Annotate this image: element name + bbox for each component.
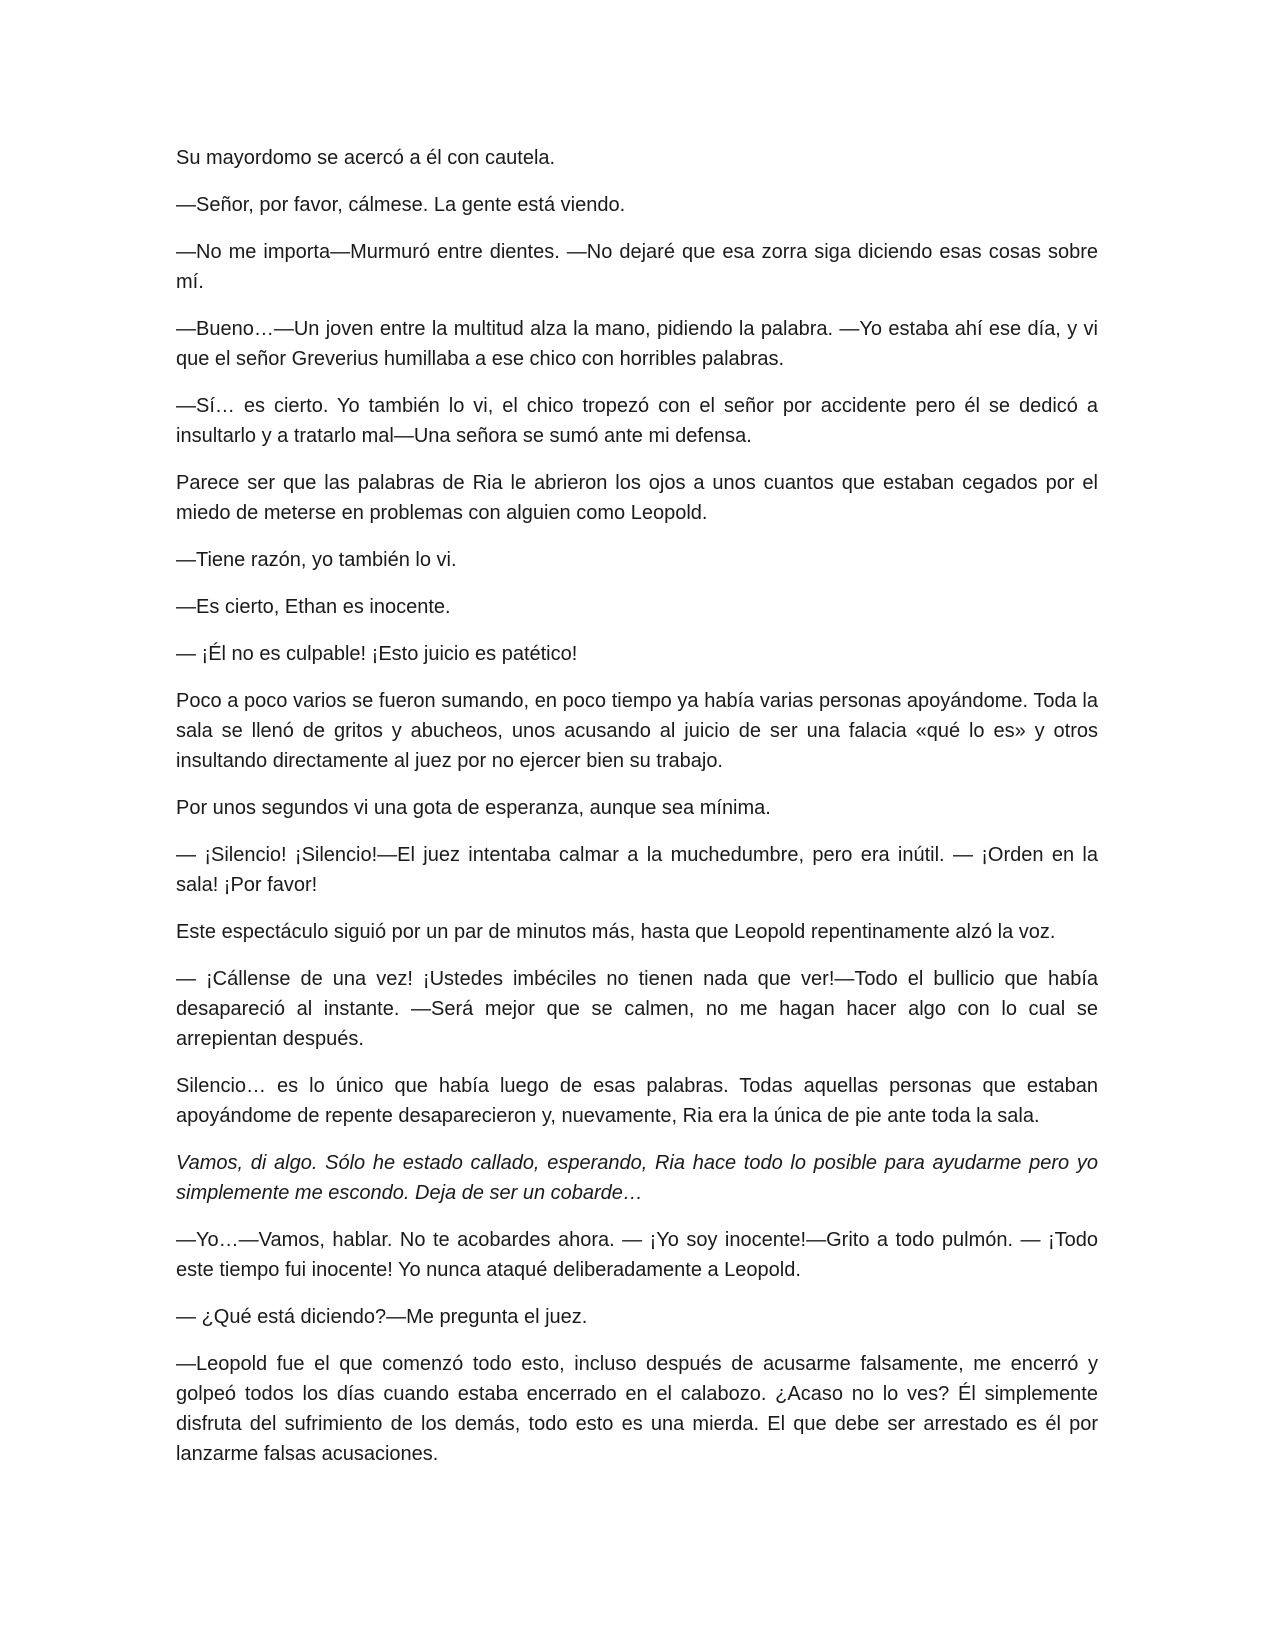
- paragraph: —Tiene razón, yo también lo vi.: [176, 549, 457, 571]
- paragraph: —Es cierto, Ethan es inocente.: [176, 596, 451, 618]
- paragraph: Parece ser que las palabras de Ria le abrieron los ojos a unos cuantos que estaban cegados por el miedo de meterse en problemas con alguien como Leopold.: [176, 472, 1098, 524]
- paragraph: —Leopold fue el que comenzó todo esto, incluso después de acusarme falsamente, me encerró y golpeó todos los días cuando estaba encerrado en el calabozo. ¿Acaso no lo ves? Él simplemente disfruta del sufrimiento de los demás, todo esto es una mierda. El que debe ser arrestado es él por lanzarme falsas acusaciones.: [176, 1353, 1098, 1465]
- paragraph: Su mayordomo se acercó a él con cautela.: [176, 147, 556, 169]
- paragraph: —Bueno…—Un joven entre la multitud alza la mano, pidiendo la palabra. —Yo estaba ahí ese día, y vi que el señor Greverius humillaba a ese chico con horribles palabras.: [176, 318, 1098, 370]
- paragraph: Poco a poco varios se fueron sumando, en poco tiempo ya había varias personas apoyándome. Toda la sala se llenó de gritos y abucheos, unos acusando al juicio de ser una falacia «qué lo es» y otros insultando directamente al juez por no ejercer bien su trabajo.: [176, 690, 1098, 772]
- paragraph: Este espectáculo siguió por un par de minutos más, hasta que Leopold repentinamente alzó la voz.: [176, 921, 1056, 943]
- paragraph: —Señor, por favor, cálmese. La gente está viendo.: [176, 194, 626, 216]
- paragraph: Silencio… es lo único que había luego de esas palabras. Todas aquellas personas que estaban apoyándome de repente desaparecieron y, nuevamente, Ria era la única de pie ante toda la sala.: [176, 1075, 1098, 1127]
- paragraph: — ¡Silencio! ¡Silencio!—El juez intentaba calmar a la muchedumbre, pero era inútil. — ¡Orden en la sala! ¡Por favor!: [176, 844, 1098, 896]
- paragraph: Por unos segundos vi una gota de esperanza, aunque sea mínima.: [176, 797, 771, 819]
- paragraph: — ¡Cállense de una vez! ¡Ustedes imbéciles no tienen nada que ver!—Todo el bullicio que había desapareció al instante. —Será mejor que se calmen, no me hagan hacer algo con lo cual se arrepientan después.: [176, 968, 1098, 1050]
- paragraph: — ¡Él no es culpable! ¡Esto juicio es patético!: [176, 643, 578, 665]
- italic-paragraph: Vamos, di algo. Sólo he estado callado, esperando, Ria hace todo lo posible para ayudarme pero yo simplemente me escondo. Deja de ser un cobarde…: [176, 1152, 1098, 1204]
- document-body: [176, 143, 1098, 1486]
- paragraph: —Yo…—Vamos, hablar. No te acobardes ahora. — ¡Yo soy inocente!—Grito a todo pulmón. — ¡Todo este tiempo fui inocente! Yo nunca ataqué deliberadamente a Leopold.: [176, 1229, 1098, 1281]
- paragraph: —No me importa—Murmuró entre dientes. —No dejaré que esa zorra siga diciendo esas cosas sobre mí.: [176, 241, 1098, 293]
- paragraph: —Sí… es cierto. Yo también lo vi, el chico tropezó con el señor por accidente pero él se dedicó a insultarlo y a tratarlo mal—Una señora se sumó ante mi defensa.: [176, 395, 1098, 447]
- paragraph: — ¿Qué está diciendo?—Me pregunta el juez.: [176, 1306, 588, 1328]
